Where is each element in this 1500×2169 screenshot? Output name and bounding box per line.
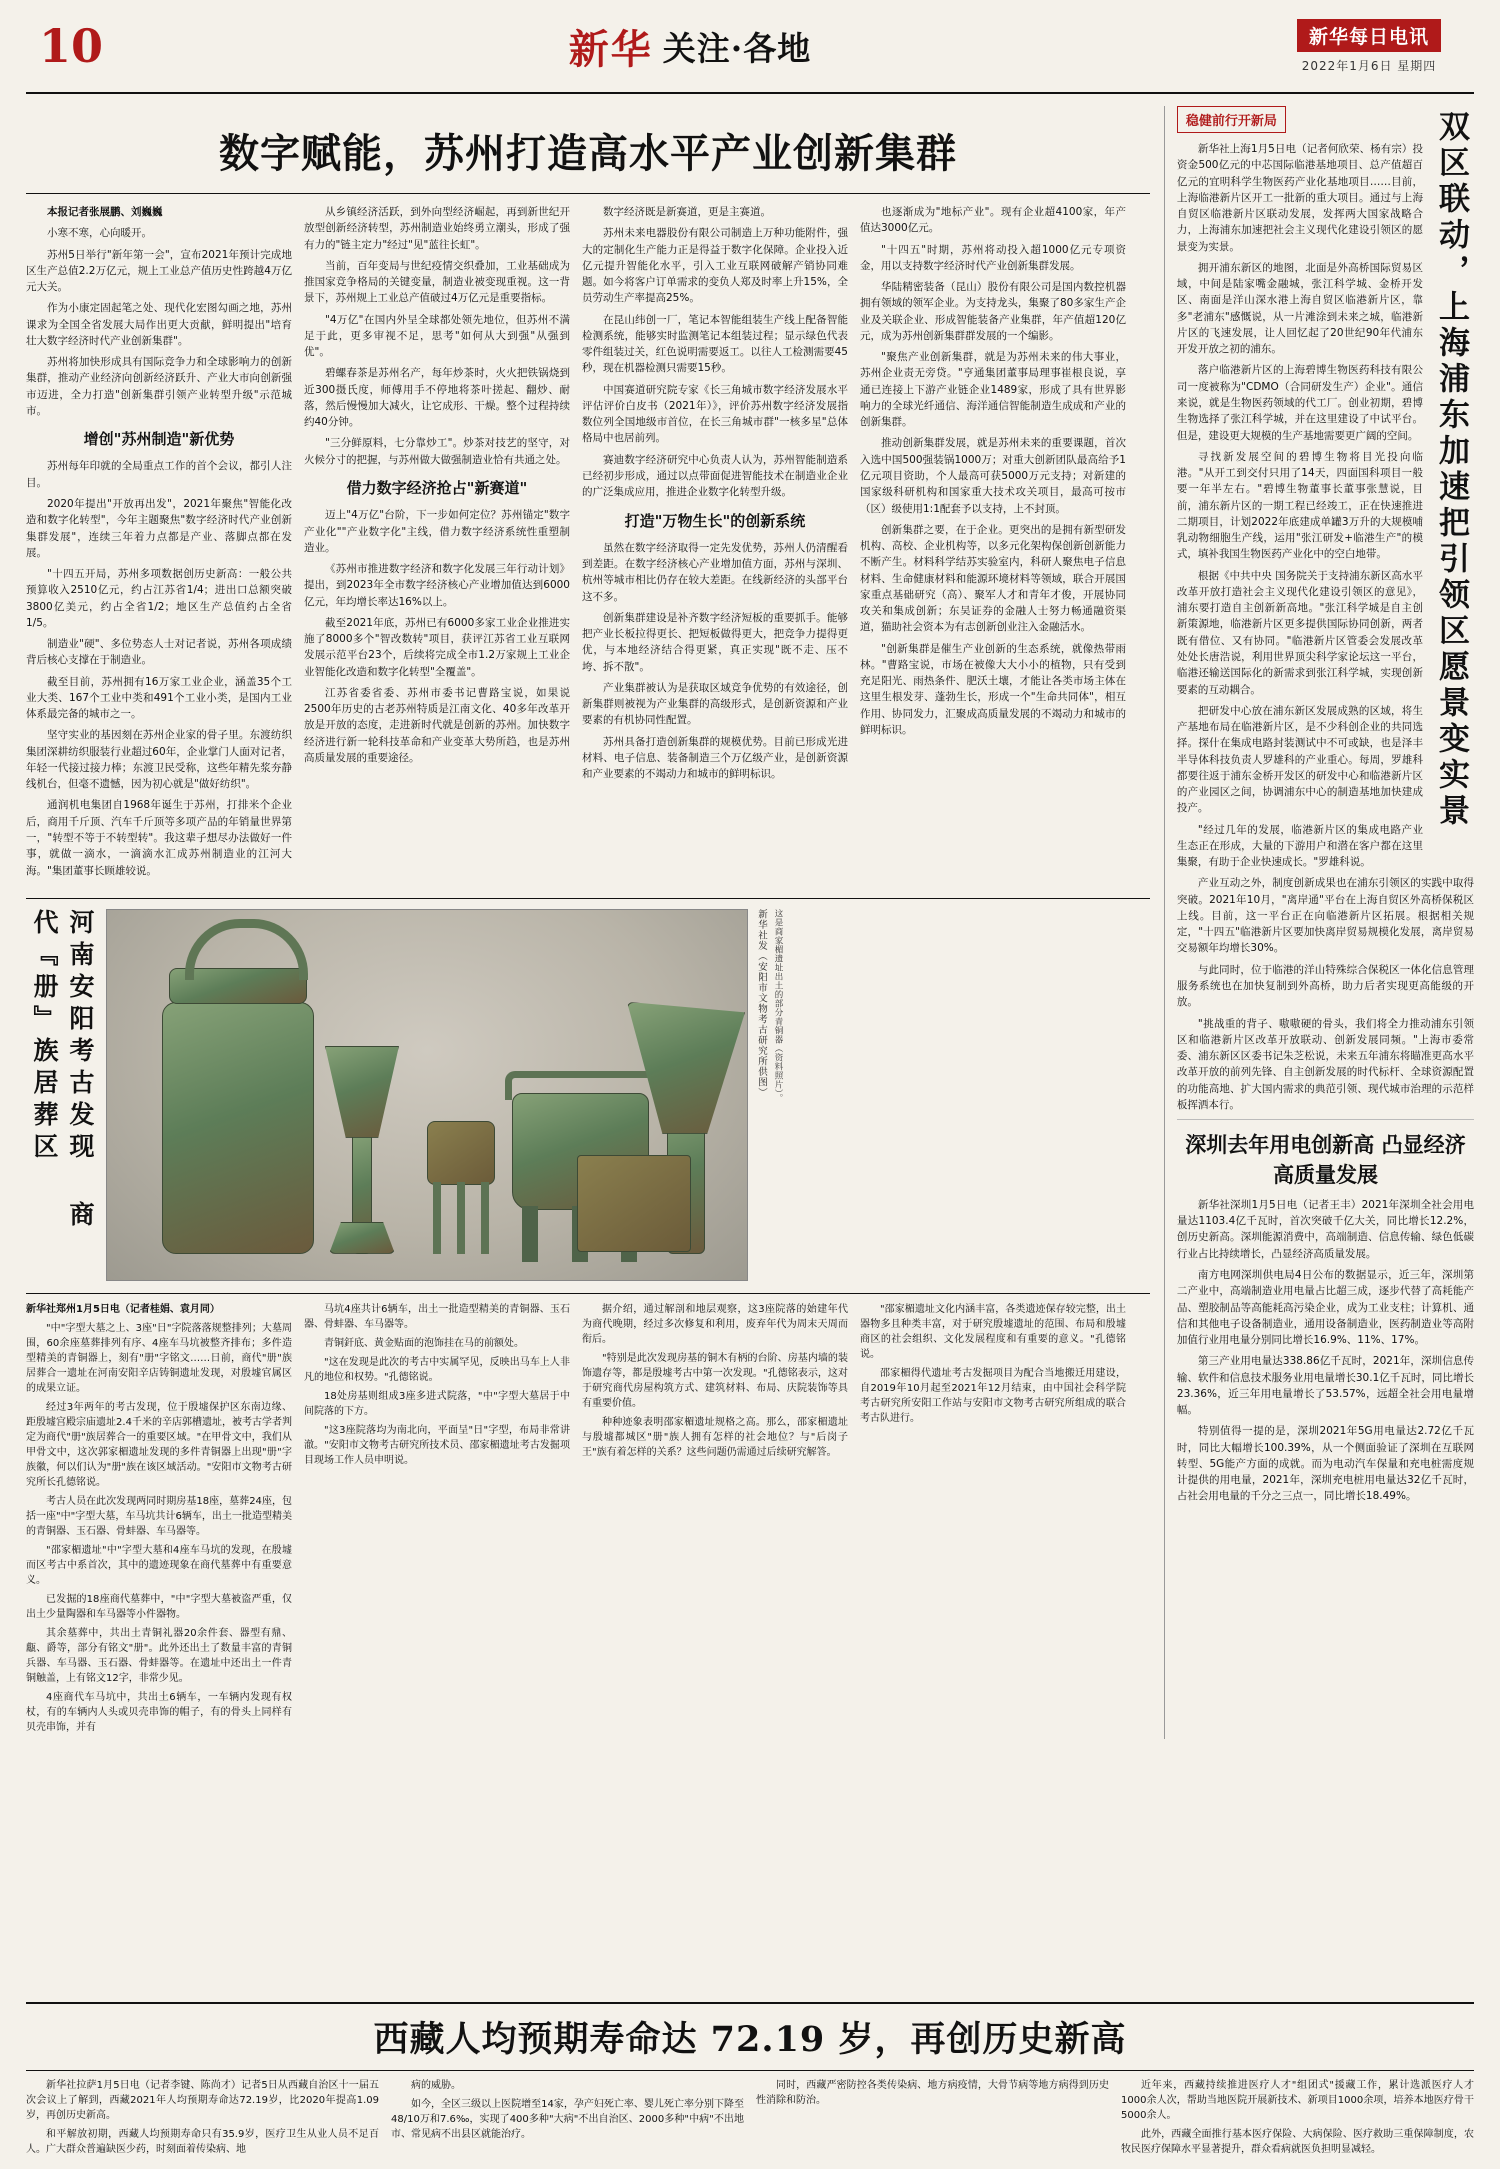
masthead-center (116, 18, 1264, 75)
paragraph: 与此同时，位于临港的洋山特殊综合保税区一体化信息管理服务系统也在加快复制到外高桥，助力后者实现更高能级的开放。 (1176, 963, 1474, 1009)
paragraph: 马坑4座共计6辆车，出土一批造型精美的青铜器、玉石器、骨蚌器、车马器等。 (304, 1303, 570, 1330)
paragraph: "4万亿"在国内外呈全球都处领先地位，但苏州不满足于此，更多审视不足，思考"如何从大到强"从强到优"。 (304, 313, 570, 359)
publish-date: 2022年1月6日 星期四 (1301, 58, 1437, 73)
paragraph: 如今，全区三级以上医院增至14家，孕产妇死亡率、婴儿死亡率分别下降至48/10万和7.6‰，实现了400多种"大病"不出自治区、2000多种"中病"不出地市、常见病不出县区就能治疗。 (391, 2099, 744, 2140)
paragraph: "特别是此次发现房基的铜木有柄的台阶、房基内墙的装饰遗存等，都是殷墟考古中第一次发现。"孔德铭表示，这对于研究商代房屋构筑方式、建筑材料、布局、庆院装饰等具有重要价值。 (582, 1352, 848, 1409)
paragraph: 考古人员在此次发现两同时期房基18座，墓葬24座，包括一座"中"字型大墓，车马坑共计6辆车，出土一批造型精美的青铜器、玉石器、骨蚌器、车马器等。 (26, 1495, 292, 1537)
paragraph: 在昆山纬创一厂，笔记本智能组装生产线上配备智能检测系统，能够实时监测笔记本组装过程；显示绿色代表零件组装过关，红色说明需要返工。以往人工检测需要45秒，现在机器检测只需要15秒。 (582, 313, 848, 375)
paragraph: 虽然在数字经济取得一定先发优势，苏州人仍清醒看到差距。在数字经济核心产业增加值方面，苏州与深圳、杭州等城市相比仍存在较大差距。在线新经济的头部平台这不多。 (582, 541, 848, 603)
masthead-right (1264, 19, 1474, 74)
bottom-columns (26, 2071, 1474, 2161)
bronze-you-handle (185, 919, 308, 980)
paragraph: 落户临港新片区的上海碧博生物医药科技有限公司一度被称为"CDMO（合同研发生产）企业"。通信来说，就是生物医药领域的代工厂。创业初期，碧博生物选择了张江科学城，并在这里建设了中试平台。但是，建设更大规模的生产基地需要更广阔的空间。 (1176, 364, 1423, 442)
paragraph: 18处房基则组成3座多进式院落，"中"字型大墓居于中间院落的下方。 (304, 1390, 570, 1417)
paragraph: 特别值得一提的是，深圳2021年5G用电量达2.72亿千瓦时，同比大幅增长100.39%，从一个侧面验证了深圳在互联网转型、5G能产方面的成就。而为电动汽车保量和充电桩需度规计提供的用电量，2021年，深圳充电桩用电量达32亿千瓦时，占社会用电量的千分之三点一，同比增长18.49%。 (1176, 1425, 1474, 1503)
paragraph: 通润机电集团自1968年诞生于苏州，打排米个企业后，商用千斤顶、汽车千斤顶等多项产品的年销量世界第一，"转型不等于不转型转"。我这辈子想尽办法做好一件事，就做一滴水，一滴滴水汇成苏州制造业的江河大海。"集团董事长顾雄较说。 (26, 799, 292, 877)
paragraph: 和平解放初期，西藏人均预期寿命只有35.9岁，医疗卫生从业人员不足百人。广大群众普遍缺医少药，时刻面着传染病、地 (26, 2129, 379, 2155)
bottom-headline: 西藏人均预期寿命达 72.19 岁，再创历史新高 (26, 2012, 1474, 2071)
paragraph: 据介绍，通过解剖和地层观察，这3座院落的始建年代为商代晚期，经过多次修复和利用，废弃年代为周末天周而衔后。 (582, 1303, 848, 1345)
paragraph: 近年来，西藏持续推进医疗人才"组团式"援藏工作，累计选派医疗人才1000余人次，帮助当地医院开展新技术、新项目1000余项，培养本地医疗骨干5000余人。 (1121, 2080, 1474, 2121)
paragraph: "创新集群是催生产业创新的生态系统，就像热带雨林。"曹路宝说，市场在被像大大小小的植物，只有受到充足阳光、雨热条件、肥沃土壤，才能让各类市场主体在这里生根发芽、蓬勃生长，形成一个"生命共同体"，相互作用、协同发力，汇聚成高质量发展的不竭动力和城市的鲜明标识。 (860, 642, 1126, 736)
paragraph: "聚焦产业创新集群，就是为苏州未来的伟大事业，苏州企业责无旁贷。"亨通集团董事局理事崔根良说，享通已连接上下游产业链企业1489家，形成了具有世界影响力的全球光纤通信、海洋通信智能制造生成成和产业的创新集群。 (860, 351, 1126, 429)
paragraph: 截至2021年底，苏州已有6000多家工业企业推进实施了8000多个"智改数转"项目，获评江苏省工业互联网发展示范平台23个，后续将完成全市1.2万家规上工业企业智能化改造和数字化转型"全覆盖"。 (304, 616, 570, 678)
subhead-2: 借力数字经济抢占"新赛道" (346, 478, 528, 497)
lead-col-2 (304, 204, 570, 884)
paragraph: 苏州每年印就的全局重点工作的首个会议，都引人注目。 (26, 460, 292, 489)
photo-story (26, 898, 1150, 1281)
bronze-ding-handles (505, 1071, 669, 1100)
subhead-1: 增创"苏州制造"新优势 (83, 430, 235, 449)
right-story-title: 双区联动，上海浦东加速把引领区愿景变实景 (1433, 110, 1469, 830)
paragraph: 南方电网深圳供电局4日公布的数据显示，近三年，深圳第二产业中，高端制造业用电量占比超三成，逐步代替了高耗能产品、塑胶制品等高能耗高污染企业，成为工业支柱；计算机、通信和其他电子设备制造业，通用设备制造业，医药制造业等高附加值行业用电量分别同比增长16.9%、11%、17%。 (1176, 1268, 1474, 1347)
bottom-col-3 (756, 2078, 1109, 2161)
shenzhen-body (1177, 1197, 1474, 1505)
bronze-gu-foot (329, 1222, 395, 1254)
section-flag: 稳健前行开新局 (1177, 106, 1286, 133)
paragraph: 产业互动之外，制度创新成果也在浦东引领区的实践中取得突破。2021年10月，"离岸通"平台在上海自贸区外高桥保税区上线。目前，这一平台正在向临港新片区拓展。根据相关规定，"十四五"临港新片区要加快离岸贸易规模化发展，离岸贸易交易额年均增长30%。 (1176, 877, 1474, 955)
masthead (26, 0, 1474, 94)
paragraph: 其余墓葬中，共出土青铜礼器20余件套、器型有鼎、甗、爵等，部分有铭文"册"。此外还出土了数量丰富的青铜兵器、车马器、玉石器、骨蚌器等。在遗址中还出土一件青铜触盖，上有铭文12字，非常少见。 (26, 1627, 292, 1684)
paragraph: 创新集群之要，在于企业。更突出的是拥有新型研发机构、高校、企业机构等，以多元化架构保创新创新能力不断产生。材料科学结苏实验室内，科研人聚焦电子信息材料、生命健康材料和能源环境材料等领域，联合开展国家重点基础研究（高）、聚军人才和青年才俊，开展协同攻关和集成创新；东吴证券的金融人士努力畅通融资渠道，猫助社会资本为有志创新创业注入金融活水。 (860, 523, 1126, 634)
paragraph: 已发掘的18座商代墓葬中，"中"字型大墓被盗严重，仅出土少量陶器和车马器等小件器物。 (26, 1593, 292, 1620)
paragraph: "这在发现是此次的考古中实属罕见，反映出马车上人非凡的地位和权势。"孔德铭说。 (304, 1356, 570, 1383)
paragraph: 中国赛道研究院专家《长三角城市数字经济发展水平评估评价白皮书（2021年）》，评价苏州数字经济发展指数位列全国地级市首位，在长三角城市群"一核多星"总体格局中也居前列。 (582, 383, 848, 445)
paragraph: 拥开浦东新区的地图，北面是外高桥国际贸易区域，中间是陆家嘴金融城，张江科学城、金桥开发区、南面是洋山深水港上海自贸区临港新片区，靠多"老浦东"感慨说，从一片滩涂到未来之城，临港新片区的飞速发展，让人回忆起了20世纪90年代浦东开发开放之初的浦东。 (1176, 261, 1423, 356)
photo-article-col-2 (304, 1302, 570, 1739)
shenzhen-headline: 深圳去年用电创新高 凸显经济高质量发展 (1185, 1132, 1466, 1187)
artifact-photo (106, 909, 748, 1281)
paper-name: 新华每日电讯 (1297, 19, 1441, 52)
lead-byline: 本报记者张展鹏、刘巍巍 (47, 206, 163, 218)
paragraph: 4座商代车马坑中，共出土6辆车，一车辆内发现有权杖，有的车辆内人头或贝壳串饰的帽子，有的骨头上同样有贝壳串饰，并有 (26, 1691, 292, 1733)
section-title: 关注·各地 (662, 28, 812, 68)
paragraph: 苏州具备打造创新集群的规模优势。目前已形成光进材料、电子信息、装备制造三个万亿级产业，是创新资源和产业要素的不竭动力和城市的鲜明标识。 (582, 735, 848, 781)
lead-col-3 (582, 204, 848, 884)
paragraph: "三分鲜原料，七分靠炒工"。炒茶对技艺的坚守，对火候分寸的把握，与苏州做大做强制造业恰有共通之处。 (304, 437, 570, 466)
bottom-col-1 (26, 2078, 379, 2161)
paragraph: 华陆精密装备（昆山）股份有限公司是国内数控机器拥有领域的领军企业。为支持龙头，集聚了80多家生产企业及关联企业、形成智能装备产业集群，年产值超120亿元，成为苏州创新集群群发展的一个编影。 (860, 281, 1126, 342)
photo-vertical-caption: 河南安阳考古发现 商代『册』族居葬区 (30, 908, 95, 1233)
photo-article-col-1 (26, 1302, 292, 1739)
photo-article-col-3 (582, 1302, 848, 1739)
paragraph: 病的威胁。 (411, 2080, 461, 2091)
paragraph: 赛迪数字经济研究中心负责人认为，苏州智能制造系已经初步形成，通过以点带面促进智能技术在制造业企业的广泛集成应用，推进企业数字化转型升级。 (582, 453, 848, 499)
paragraph: 2020年提出"开放再出发"，2021年聚焦"智能化改造和数字化转型"，今年主题聚焦"数字经济时代产业创新集群发展"，连续三年着力点都是产业、落脚点都在发展。 (26, 497, 292, 559)
paragraph: "中"字型大墓之上、3座"日"字院落落规整排列；大墓周围，60余座墓葬排列有序、4座车马坑被整齐排布；多件造型精美的青铜器上，刻有"册"字铭文……日前，商代"册"族居葬合一遗址在河南安阳辛店铸铜遗址发现，对殷墟官属区的成果立证。 (26, 1322, 292, 1394)
paragraph: 江苏省委省委、苏州市委书记曹路宝说，如果说2500年历史的古老苏州特质是江南文化、40多年改革开放是开放的态度，走进新时代就是创新的苏州。加快数字经济进行新一轮科技革命和产业变革大势所趋，也是苏州高质量发展的重要途径。 (304, 686, 570, 764)
page-body (26, 94, 1474, 1739)
paragraph: 创新集群建设是补齐数字经济短板的重要抓手。能够把产业长板拉得更长、把短板做得更大，把竞争力提得更优，与本地经济结合得更紧，真正实现"既不走、压不垮、拆不散"。 (582, 611, 848, 673)
subhead-3: 打造"万物生长"的创新系统 (624, 511, 806, 530)
paragraph: 新华社深圳1月5日电（记者王丰）2021年深圳全社会用电量达1103.4亿千瓦时，首次突破千亿大关，同比增长12.2%，创历史新高。深圳能源消费中，高端制造、信息传输、绿色低碳行业占比持续增长，凸显经济高质量发展。 (1176, 1198, 1474, 1260)
paragraph: "十四五"时期，苏州将动投入超1000亿元专项资金，用以支持数字经济时代产业创新集群发展。 (860, 243, 1126, 272)
paragraph: 推动创新集群发展，就是苏州未来的重要课题，首次入选中国500强装锅1000万；对重大创新团队最高给予1亿元项目资助，个人最高可获5000万元支持；对新建的国家级科研机构和国家重大技术攻关项目，最高可按市（区）级使用1:1配套予以支持，上不封顶。 (860, 437, 1126, 515)
paragraph: 迈上"4万亿"台阶，下一步如何定位？苏州锚定"数字产业化""产业数字化"主线，借力数字经济系统性重塑制造业。 (304, 509, 570, 554)
bottom-col-4 (1121, 2078, 1474, 2161)
paragraph: 经过3年两年的考古发现，位于殷墟保护区东南边缘、距殷墟宫殿宗庙遗址2.4千米的辛店郭槽遗址，被考古学者判定为商代"册"族居葬合一的重要区域。"在甲骨文中，我们从甲骨文中，这次郭家楣遗址发现的多件青铜器上出现"册"字族徽，何以们认为"册"族在该区域活动。"安阳市文物考古研究所长孔德铭说。 (26, 1401, 292, 1488)
paragraph: 苏州将加快形成具有国际竞争力和全球影响力的创新集群，推动产业经济向创新经济跃升、产业大市向创新强市迈进，全力打造"创新集群引领产业转型升级"示范城市。 (26, 356, 292, 417)
bronze-you-vessel (162, 1002, 314, 1254)
paragraph: 种种迹象表明邵家楣遗址规格之高。那么，邵家楣遗址与殷墟都城区"册"族人拥有怎样的社会地位？与"后岗子王"族有着怎样的关系？这些问题仍需通过后续研究解答。 (582, 1416, 848, 1458)
lead-headline: 数字赋能，苏州打造高水平产业创新集群 (26, 106, 1150, 194)
paragraph: 苏州5日举行"新年第一会"，宣布2021年预计完成地区生产总值2.2万亿元，规上工业总产值历史性跨越4万亿元大关。 (26, 248, 292, 294)
page-number: 10 (38, 19, 103, 73)
lead-col-4 (860, 204, 1126, 884)
paragraph: 此外，西藏全面推行基本医疗保险、大病保险、医疗救助三重保障制度，农牧民医疗保障水平显著提升，群众看病就医负担明显减轻。 (1121, 2129, 1474, 2155)
bronze-jue-vessel (427, 1121, 495, 1185)
paper-logo: 新华 (568, 25, 653, 73)
paragraph: 邵家楣得代遗址考古发掘项目为配合当地搬迁用建设，自2019年10月起至2021年12月结束，由中国社会科学院考古研究所安阳工作站与安阳市文物考古研究所组成的联合考古队进行。 (860, 1367, 1126, 1424)
paragraph: 新华社拉萨1月5日电（记者李键、陈尚才）记者5日从西藏自治区十一届五次会议上了解到，西藏2021年人均预期寿命达72.19岁，比2020年提高1.09岁，再创历史新高。 (26, 2080, 379, 2121)
paragraph: 坚守实业的基因刻在苏州企业家的骨子里。东渡纺织集团深耕纺织服装行业超过60年，企业掌门人面对记者，年轻一代接过接力棒；东渡卫民受称，这些年精先浆夯静线机台，但毫不遗憾，因为初心就是"做好纺织"。 (26, 729, 292, 791)
paragraph: 数字经济既是新赛道，更是主赛道。 (603, 206, 771, 218)
bottom-col-2 (391, 2078, 744, 2161)
paragraph: 截至目前，苏州拥有16万家工业企业，涵盖35个工业大类、167个工业中类和491个工业小类，是国内工业体系最完备的城市之一。 (26, 675, 292, 721)
paragraph: "挑战重的背子、嗷嗷硬的骨头，我们将全力推动浦东引领区和临港新片区改革开放联动、创新发展同频。"上海市委常委、浦东新区区委书记朱芝松说，未来五年浦东将瞄准更高水平改革开放的前列先锋、自主创新发展的时代标杆、全球资源配置的功能高地、扩大国内需求的典范引领、现代城市治理的示范样板挥洒本行。 (1176, 1017, 1474, 1111)
lead-col-1 (26, 204, 292, 884)
left-zone (26, 106, 1150, 1739)
paragraph: 新华社上海1月5日电（记者何欣荣、杨有宗）投资金500亿元的中芯国际临港基地项目、总产值超百亿元的宜明科学生物医药产业化基地项目……目前，上海临港新片区开工一批新的重大项目。通过与上海自贸区临港新片区联动发展，发挥两大国家战略合力，上海浦东加速把社会主义现代化建设引领区的愿景变为实景。 (1176, 143, 1423, 253)
paragraph: 第三产业用电量达338.86亿千瓦时，2021年，深圳信息传输、软件和信息技术服务业用电量增长30.1亿千瓦时，同比增长23.36%，近三年用电量增长了53.57%，远超全社会用电量增幅。 (1176, 1355, 1474, 1417)
paragraph: 把研发中心放在浦东新区发展成熟的区域，将生产基地布局在临港新片区，是不少科创企业的共同选择。探什在集成电路封装测试中不可或缺，也是泽丰半导体科技负责人罗雄科的产业重心。每周，罗雄科都要往返于浦东金桥开发区的研发中心和临港新片区的产业园区之间，协调浦东中心的制造基地加快建成投产。 (1176, 704, 1423, 815)
paragraph: 同时，西藏严密防控各类传染病、地方病疫情，大骨节病等地方病得到历史性消除和防治。 (756, 2080, 1109, 2106)
bronze-gu-mouth (325, 1046, 399, 1138)
photo-article-byline: 新华社郑州1月5日电（记者桂娟、袁月同） (26, 1303, 220, 1315)
paragraph: "邵家楣遗址"中"字型大墓和4座车马坑的发现，在殷墟而区考古中系首次，其中的遗迹现象在商代墓葬中有重要意义。 (26, 1544, 292, 1586)
paragraph: "邵家楣遗址文化内涵丰富，各类遗迹保存较完整，出土器物多且种类丰富，对于研究殷墟遗址的范围、布局和殷墟商区的社会组织、文化发展程度和有重要的意义。"孔德铭说。 (860, 1303, 1126, 1360)
paragraph: 制造业"硬"、多位势态人士对记者说，苏州各项成绩背后核心支撑在于制造业。 (26, 638, 292, 667)
photo-article (26, 1293, 1150, 1739)
divider (1177, 1119, 1474, 1120)
paragraph: 苏州未来电器股份有限公司制造上万种功能附件，强大的定制化生产能力正是得益于数字化保障。企业投入近亿元提升智能化水平，引入工业互联网破解产销协同难题。如今将客户订单需求的变负人郑及时率上升15%，全员劳动生产率提高25%。 (582, 227, 848, 305)
photo-article-col-4 (860, 1302, 1126, 1739)
paragraph: 作为小康定固起笔之处、现代化宏图勾画之地，苏州课求为全国全省发展大局作出更大贡献，鲜明提出"培育壮大数字经济时代产业创新集群"。 (26, 302, 292, 347)
paragraph: 产业集群被认为是获取区域竞争优势的有效途径，创新集群则被视为产业集群的高级形式，是创新资源和产业要素的有机协同性配置。 (582, 681, 848, 727)
paragraph: "这3座院落均为南北向，平面呈"日"字型，布局非常讲澈。"安阳市文物考古研究所技术员、邵家楣遗址考古发掘项目现场工作人员申明说。 (304, 1424, 570, 1466)
bronze-jue-legs (433, 1182, 489, 1254)
paragraph: 当前，百年变局与世纪疫情交织叠加，工业基础成为推国家竞争格局的关键变量，制造业被变现重视。这一背景下，苏州规上工业总产值破过4万亿元是重要指标。 (304, 259, 570, 305)
paragraph: "十四五开局，苏州多项数据创历史新高：一般公共预算收入2510亿元，约占江苏省1/4；进出口总额突破3800亿美元，约占全省1/2；地区生产总值约占全省1/5。 (26, 568, 292, 629)
paragraph: 青铜釬底、黄金贴面的泡饰挂在马的前额处。 (324, 1337, 524, 1349)
photo-note: 这是商家楣遗址出土的部分青铜器（资料照片）。 (773, 908, 783, 1103)
lead-columns (26, 204, 1150, 884)
right-zone (1164, 106, 1474, 1739)
paragraph: 根据《中共中央 国务院关于支持浦东新区高水平改革开放打造社会主义现代化建设引领区的意见》，浦东要打造自主创新新高地。"张江科学城是自主创新策源地，临港新片区更多提供国际协同创新，两者既有借位、又有协同。"临港新片区管委会发展改革处处长唐浩说，利用世界顶尖科学家论坛这一平台，临港还输送国际化的新需求到张江科学城，实现创新要素的互动耦合。 (1176, 569, 1423, 696)
photo-credit: 新华社发（安阳市文物考古研究所供图） (756, 908, 767, 1098)
paragraph: 寻找新发展空间的碧博生物将目光投向临港。"从开工到交付只用了14天，四面国科项目一般要一年半左右。"碧博生物董事长董事张慧说，目前，浦东新片区的一期工程已经竣工，正在快速推进二期项目，计划2022年底建成单罐3万升的大规模哺乳动物细胞生产线，运用"张江研发+临港生产"的模式，填补我国生物医药产业化中的空白地带。 (1176, 450, 1423, 561)
paragraph: 从乡镇经济活跃，到外向型经济崛起，再到新世纪开放型创新经济转型，苏州制造业始终勇立潮头，形成了强有力的"链主定力"经过"见"蓝往长虹"。 (304, 206, 570, 251)
bronze-fangyi-box (577, 1155, 691, 1252)
paragraph: 也逐渐成为"地标产业"。现有企业超4100家，年产值达3000亿元。 (860, 206, 1126, 235)
bottom-story (26, 2002, 1474, 2161)
paragraph: 《苏州市推进数字经济和数字化发展三年行动计划》提出，到2023年全市数字经济核心产业增加值达到6000亿元，年均增长率达16%以上。 (304, 563, 570, 608)
paragraph: 小寒不寒，心向暖开。 (47, 227, 152, 240)
paragraph: "经过几年的发展，临港新片区的集成电路产业生态正在形成，大量的下游用户和潜在客户都在这里集聚，有助于企业快速成长。"罗雄科说。 (1176, 823, 1423, 869)
paragraph: 碧螺春茶是苏州名产，每年炒茶时，火火把铁锅烧到近300摄氏度，师傅用手不停地将茶叶搓起、翻炒、耐落，然后慢慢加大减火，让它成形、干燥。整个过程持续约40分钟。 (304, 367, 570, 429)
